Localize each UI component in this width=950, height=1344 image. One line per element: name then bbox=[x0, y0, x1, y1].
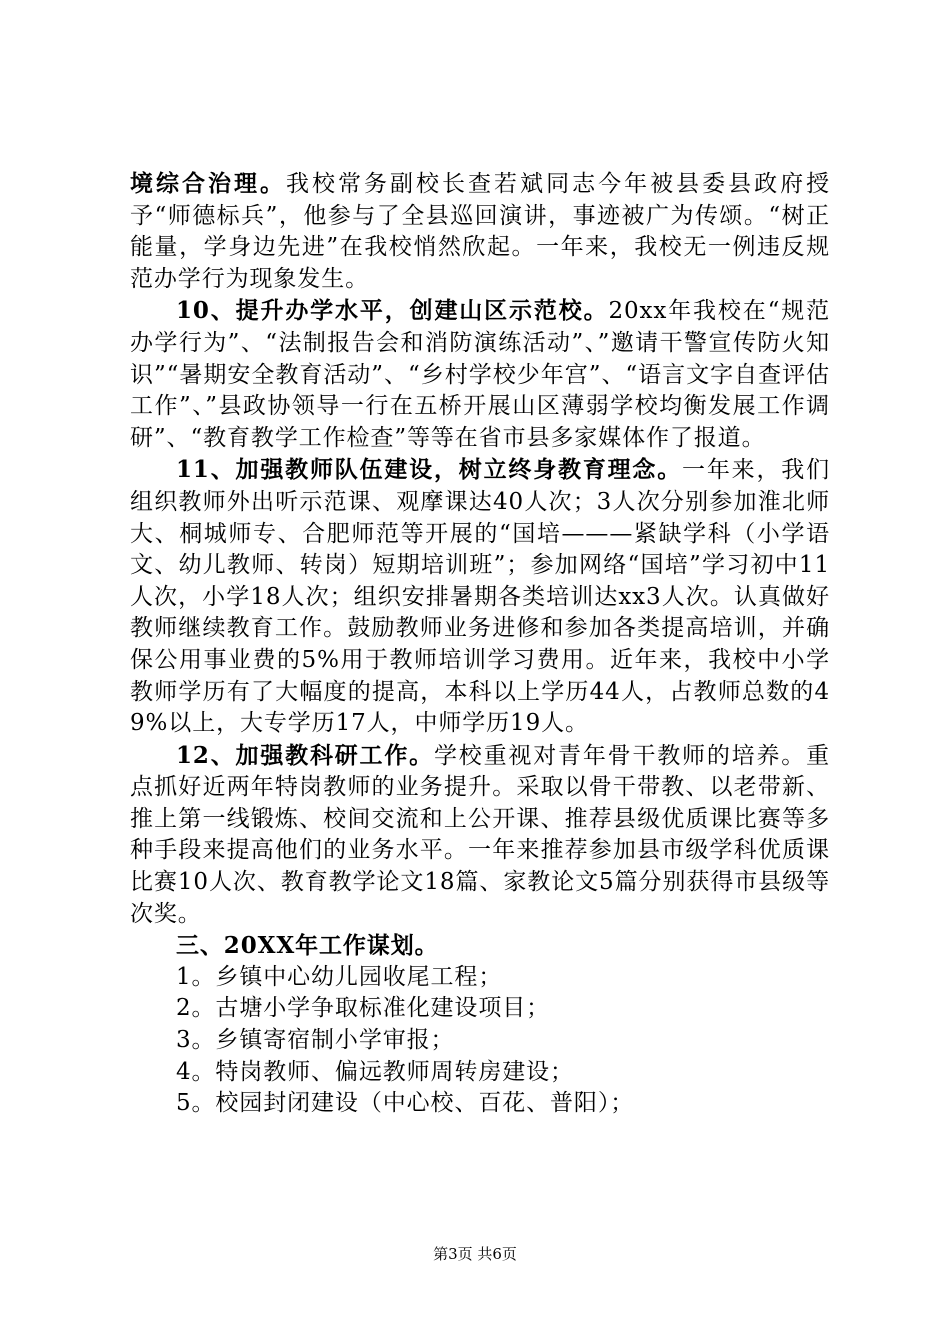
paragraph-10-heading: 10、提升办学水平，创建山区示范校。 bbox=[176, 297, 609, 325]
page-footer: 第3页 共6页 bbox=[433, 1245, 517, 1263]
section-heading: 三、20XX年工作谋划。 bbox=[176, 932, 439, 960]
paragraph-1-text: 我校常务副校长查若斌同志今年被县委县政府授予“师德标兵”，他参与了全县巡回演讲，事迹被广为传颂。“树正能量，学身边先进”在我校悄然欣起。一年来，我校无一例违反规范办学行为现象发生。 bbox=[130, 171, 830, 292]
plan-item-1: 1。乡镇中心幼儿园收尾工程； bbox=[176, 963, 503, 990]
plan-item-4: 4。特岗教师、偏远教师周转房建设； bbox=[176, 1058, 574, 1085]
paragraph-12 bbox=[130, 740, 830, 931]
plan-item-2: 2。古塘小学争取标准化建设项目； bbox=[176, 995, 551, 1022]
plan-item-3: 3。乡镇寄宿制小学审报； bbox=[176, 1027, 455, 1054]
paragraph-12-heading: 12、加强教科研工作。 bbox=[176, 741, 434, 769]
paragraph-11 bbox=[130, 454, 830, 739]
paragraph-11-text: 一年来，我们组织教师外出听示范课、观摩课达40人次；3人次分别参加淮北师大、桐城师专、合肥师范等开展的“国培———紧缺学科（小学语文、幼儿教师、转岗）短期培训班”；参加网络“国培”学习初中11人次，小学18人次；组织安排暑期各类培训达xx3人次。认真做好教师继续教育工作。鼓励教师业务进修和参加各类提高培训，并确保公用事业费的5%用于教师培训学习费用。近年来，我校中小学教师学历有了大幅度的提高，本科以上学历44人，占教师总数的49%以上，大专学历17人，中师学历19人。 bbox=[130, 457, 830, 737]
paragraph-10 bbox=[130, 295, 830, 454]
paragraph-1 bbox=[130, 168, 830, 295]
plan-item-5: 5。校园封闭建设（中心校、百花、普阳）； bbox=[176, 1090, 635, 1117]
paragraph-12-text: 学校重视对青年骨干教师的培养。重点抓好近两年特岗教师的业务提升。采取以骨干带教、以老带新、推上第一线锻炼、校间交流和上公开课、推荐县级优质课比赛等多种手段来提高他们的业务水平。一年来推荐参加县市级学科优质课比赛10人次、教育教学论文18篇、家教论文5篇分别获得市县级等次奖。 bbox=[130, 742, 830, 927]
document-body bbox=[130, 168, 830, 1120]
paragraph-1-heading: 境综合治理。 bbox=[130, 170, 287, 197]
paragraph-10-text: 20xx年我校在“规范办学行为”、“法制报告会和消防演练活动”、”邀请干警宣传防火知识”“暑期安全教育活动”、“乡村学校少年宫”、“语言文字自查评估工作”、”县政协领导一行在五桥开展山区薄弱学校均衡发展工作调研”、“教育教学工作检查”等等在省市县多家媒体作了报道。 bbox=[130, 298, 830, 451]
paragraph-11-heading: 11、加强教师队伍建设，树立终身教育理念。 bbox=[176, 456, 683, 484]
